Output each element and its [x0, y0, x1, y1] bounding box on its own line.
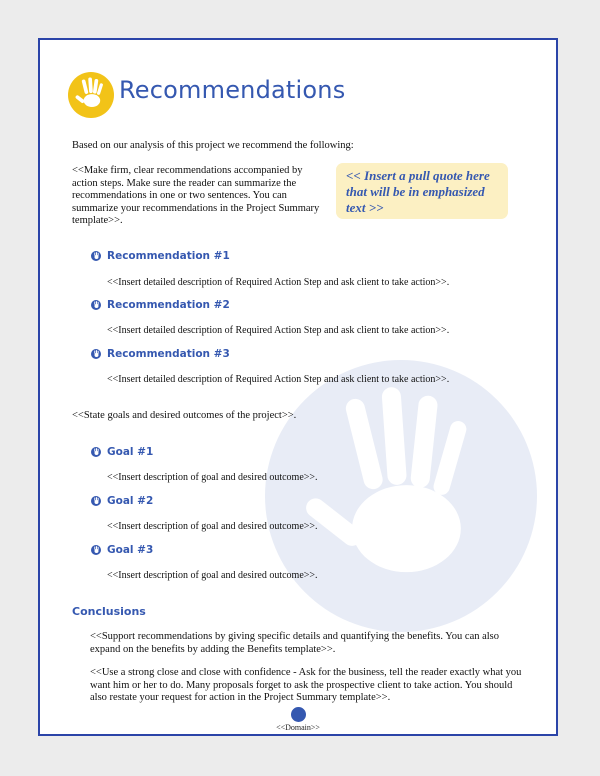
conclusions-heading: Conclusions [72, 605, 146, 618]
intro-text: Based on our analysis of this project we recommend the following: [72, 140, 354, 151]
goal-heading [91, 544, 153, 556]
goal-title: Goal #3 [107, 544, 154, 556]
recommendation-description: <<Insert detailed description of Required Action Step and ask client to take action>>. [107, 325, 450, 336]
recommendation-title: Recommendation #2 [107, 299, 230, 311]
hand-bullet-icon [91, 496, 101, 506]
hand-bullet-icon [91, 447, 101, 457]
goals-intro-text: <<State goals and desired outcomes of the project>>. [72, 410, 297, 421]
recommendation-title: Recommendation #3 [107, 348, 230, 360]
goal-title: Goal #1 [107, 446, 154, 458]
handprint-watermark-icon [265, 360, 537, 632]
goal-description: <<Insert description of goal and desired outcome>>. [107, 521, 318, 532]
recommendation-heading [91, 250, 230, 262]
hand-bullet-icon [91, 300, 101, 310]
document-page [38, 38, 558, 736]
goal-heading [91, 446, 153, 458]
goal-description: <<Insert description of goal and desired outcome>>. [107, 570, 318, 581]
conclusion-paragraph: <<Use a strong close and close with confidence - Ask for the business, tell the reader exactly what you want him or her to do. Many proposals forget to ask the prospective client to take action. You should also restate your request for action in the Project Summary template>>. [90, 667, 522, 703]
page-title: Recommendations [119, 76, 346, 104]
pull-quote: << Insert a pull quote here that will be in emphasized text >> [336, 163, 508, 219]
handprint-logo-icon [68, 72, 114, 118]
recommendation-heading [91, 348, 230, 360]
footer-domain: <<Domain>> [276, 723, 320, 732]
recommendation-description: <<Insert detailed description of Required Action Step and ask client to take action>>. [107, 277, 450, 288]
hand-bullet-icon [91, 251, 101, 261]
goal-heading [91, 495, 153, 507]
hand-bullet-icon [91, 349, 101, 359]
instruction-text: <<Make firm, clear recommendations accompanied by action steps. Make sure the reader can summarize the recommendations in one or two sentences. You can summarize your recommendations in the Project Summary template>>. [72, 165, 320, 226]
recommendation-title: Recommendation #1 [107, 250, 230, 262]
hand-bullet-icon [91, 545, 101, 555]
recommendation-description: <<Insert detailed description of Required Action Step and ask client to take action>>. [107, 374, 450, 385]
goal-title: Goal #2 [107, 495, 154, 507]
conclusion-paragraph: <<Support recommendations by giving specific details and quantifying the benefits. You can also expand on the benefits by adding the Benefits template>>. [90, 631, 500, 655]
goal-description: <<Insert description of goal and desired outcome>>. [107, 472, 318, 483]
page-marker-dot [291, 707, 306, 722]
recommendation-heading [91, 299, 230, 311]
